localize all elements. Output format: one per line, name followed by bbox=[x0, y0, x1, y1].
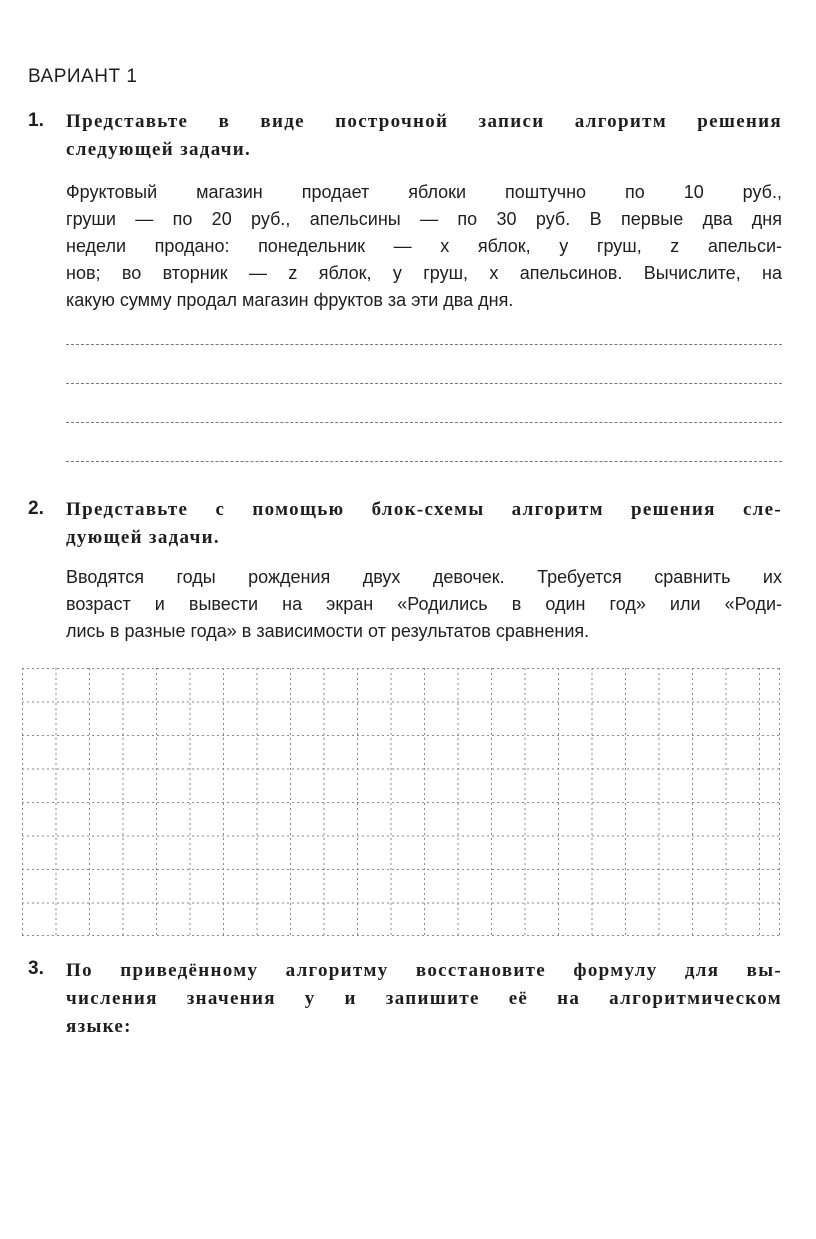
task-1-body-line: недели продано: понедельник — x яблок, y груш, z апельси- bbox=[66, 236, 782, 256]
task-1-body-line: нов; во вторник — z яблок, y груш, x апельсинов. Вычислите, на bbox=[66, 263, 782, 283]
task-1-question bbox=[66, 108, 782, 164]
answer-line[interactable] bbox=[66, 383, 782, 384]
task-2-body-line: Вводятся годы рождения двух девочек. Требуется сравнить их bbox=[66, 567, 782, 587]
answer-line[interactable] bbox=[66, 344, 782, 345]
task-3-question-line: числения значения y и запишите её на алгоритмическом bbox=[66, 988, 782, 1009]
task-2-number: 2. bbox=[28, 498, 44, 519]
answer-line[interactable] bbox=[66, 422, 782, 423]
variant-title: ВАРИАНТ 1 bbox=[28, 66, 138, 87]
task-3-question-line: По приведённому алгоритму восстановите формулу для вы- bbox=[66, 960, 782, 981]
task-1-question-line: Представьте в виде построчной записи алгоритм решения bbox=[66, 111, 782, 132]
task-2-body bbox=[66, 564, 782, 645]
task-2-body-line: возраст и вывести на экран «Родились в один год» или «Роди- bbox=[66, 594, 782, 614]
task-3-number: 3. bbox=[28, 958, 44, 979]
task-2-question-line: Представьте с помощью блок-схемы алгоритм решения сле- bbox=[66, 499, 782, 520]
task-2-question bbox=[66, 496, 782, 552]
task-3-question bbox=[66, 957, 782, 1041]
task-1-body-line: какую сумму продал магазин фруктов за эти два дня. bbox=[66, 290, 514, 310]
task-1-body-line: Фруктовый магазин продает яблоки поштучно по 10 руб., bbox=[66, 182, 782, 202]
task-1-answer-lines bbox=[66, 330, 782, 500]
task-3-question-line: языке: bbox=[66, 1016, 132, 1037]
task-1-question-line: следующей задачи. bbox=[66, 139, 252, 160]
task-1-number: 1. bbox=[28, 110, 44, 131]
answer-line[interactable] bbox=[66, 461, 782, 462]
task-2-body-line: лись в разные года» в зависимости от результатов сравнения. bbox=[66, 621, 590, 641]
task-2-question-line: дующей задачи. bbox=[66, 527, 220, 548]
answer-grid[interactable] bbox=[22, 668, 780, 936]
task-1-body bbox=[66, 179, 782, 314]
task-1-body-line: груши — по 20 руб., апельсины — по 30 руб. В первые два дня bbox=[66, 209, 782, 229]
